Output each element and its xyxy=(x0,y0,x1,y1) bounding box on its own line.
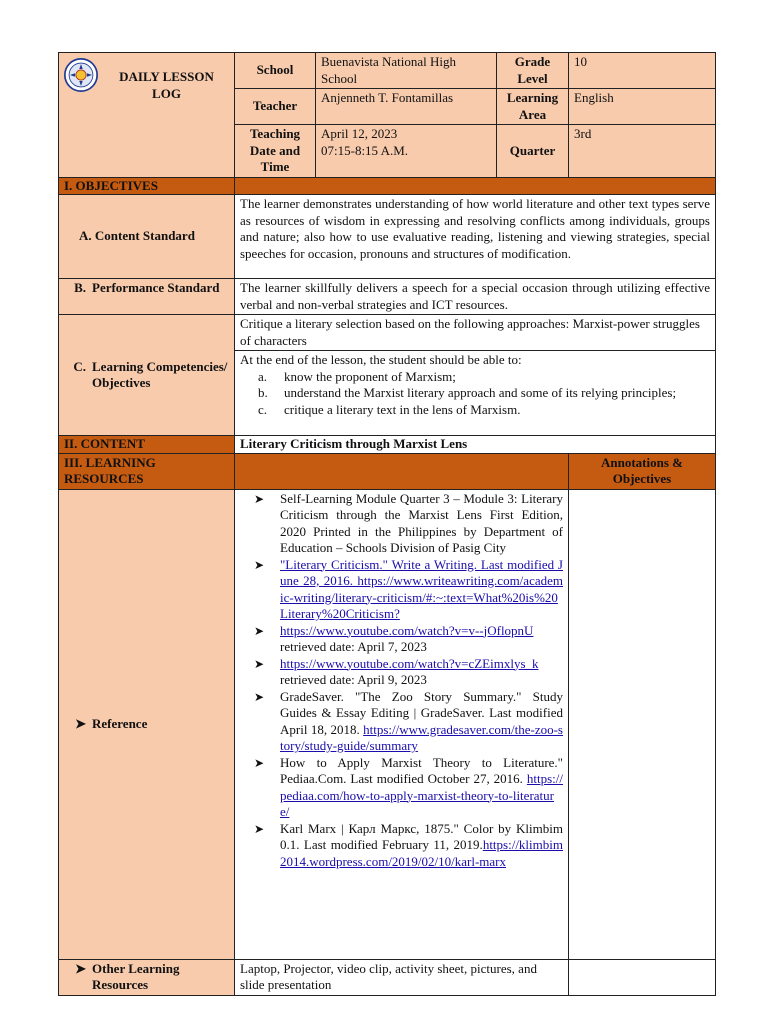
content-value: Literary Criticism through Marxist Lens xyxy=(235,436,716,454)
grade-level-value: 10 xyxy=(569,53,716,89)
competencies-objectives xyxy=(235,351,716,436)
arrowhead-bullet-icon: ➤ xyxy=(254,623,265,638)
quarter-label: Quarter xyxy=(497,125,569,178)
reference-link[interactable]: https://pediaa.com/how-to-apply-marxist-theory-to-literature/ xyxy=(280,771,563,819)
reference-label-cell xyxy=(59,489,235,959)
arrowhead-bullet-icon: ➤ xyxy=(254,656,265,671)
arrowhead-bullet-icon: ➤ xyxy=(75,960,86,976)
objectives-heading-fill xyxy=(235,177,716,195)
reference-link[interactable]: https://klimbim2014.wordpress.com/2019/02/10/karl-marx xyxy=(280,837,563,869)
other-annotations-cell xyxy=(569,959,716,995)
performance-standard-label: B. Performance Standard xyxy=(59,279,235,315)
daily-lesson-log-table xyxy=(58,52,716,996)
teacher-value: Anjenneth T. Fontamillas xyxy=(316,89,497,125)
reference-link[interactable]: https://www.youtube.com/watch?v=cZEimxlys_k xyxy=(280,655,539,671)
quarter-value: 3rd xyxy=(569,125,716,178)
reference-link[interactable]: https://www.gradesaver.com/the-zoo-story/study-guide/summary xyxy=(280,721,563,753)
reference-item: ➤ GradeSaver. "The Zoo Story Summary." Study Guides & Essay Editing | GradeSaver. Last modified April 18, 2018. https://www.gradesaver.com/the-zoo-story/study-guide/summary xyxy=(254,688,563,753)
school-label: School xyxy=(235,53,316,89)
reference-link[interactable]: https://www.youtube.com/watch?v=v--jOflopnU xyxy=(280,622,534,638)
annotations-cell xyxy=(569,489,716,959)
objective-item: a. know the proponent of Marxism; xyxy=(258,368,456,384)
arrowhead-bullet-icon: ➤ xyxy=(254,755,265,770)
arrowhead-bullet-icon: ➤ xyxy=(254,557,265,572)
competencies-text: Critique a literary selection based on the following approaches: Marxist-power struggles of characters xyxy=(235,315,716,351)
other-resources-value: Laptop, Projector, video clip, activity sheet, pictures, and slide presentation xyxy=(235,959,569,995)
resources-heading-fill xyxy=(235,453,569,489)
objectives-intro: At the end of the lesson, the student should be able to: xyxy=(240,352,522,367)
annotations-heading: Annotations & Objectives xyxy=(569,453,716,489)
dll-title: DAILY LESSON LOG xyxy=(119,69,214,101)
arrowhead-bullet-icon: ➤ xyxy=(75,715,86,731)
competencies-label: C. Learning Competencies/ Objectives xyxy=(59,315,235,436)
reference-link[interactable]: "Literary Criticism." Write a Writing. Last modified June 28, 2016. https://www.writeawriting.com/academic-writing/literary-criticism/#:~:text=What%20is%20Literary%20Criticism? xyxy=(280,556,563,621)
reference-item: ➤ https://www.youtube.com/watch?v=v--jOflopnU retrieved date: April 7, 2023 xyxy=(254,622,534,654)
objectives-heading: I. OBJECTIVES xyxy=(59,177,235,195)
reference-item xyxy=(240,557,563,623)
teaching-date-label: Teaching Date and Time xyxy=(235,125,316,178)
grade-level-label: Grade Level xyxy=(497,53,569,89)
reference-item: ➤ How to Apply Marxist Theory to Literature." Pediaa.Com. Last modified October 27, 2016. https://pediaa.com/how-to-apply-marxist-theory-to-literature/ xyxy=(254,754,563,819)
reference-item: ➤ Self-Learning Module Quarter 3 – Module 3: Literary Criticism through the Marxist Lens First Edition, 2020 Printed in the Philippines by Department of Education – Schools Division of Pasig City xyxy=(254,490,563,555)
performance-standard-text: The learner skillfully delivers a speech for a special occasion through utilizing effective verbal and non-verbal strategies and ICT resources. xyxy=(235,279,716,315)
reference-label: Reference xyxy=(92,715,148,731)
deped-seal-logo xyxy=(64,58,98,92)
content-heading: II. CONTENT xyxy=(59,436,235,454)
arrowhead-bullet-icon: ➤ xyxy=(254,821,265,836)
objective-item: b. understand the Marxist literary approach and some of its relying principles; xyxy=(258,385,677,400)
content-standard-text: The learner demonstrates understanding of how world literature and other text types serve as resources of wisdom in expressing and resolving conflicts among individuals, groups and nature; also how to use evaluative reading, listening and viewing strategies, special speeches for occasion, pronouns and structures of modification. xyxy=(235,195,716,279)
school-value: Buenavista National High School xyxy=(316,53,497,89)
content-standard-label: A. Content Standard xyxy=(59,195,235,279)
reference-item: ➤ https://www.youtube.com/watch?v=cZEimxlys_k retrieved date: April 9, 2023 xyxy=(254,655,539,687)
teaching-date-value: April 12, 2023 07:15-8:15 A.M. xyxy=(316,125,497,178)
objective-item: c. critique a literary text in the lens of Marxism. xyxy=(258,401,521,417)
resources-heading: III. LEARNING RESOURCES xyxy=(59,453,235,489)
reference-list-cell xyxy=(235,489,569,959)
arrowhead-bullet-icon: ➤ xyxy=(254,689,265,704)
learning-area-value: English xyxy=(569,89,716,125)
reference-item: ➤ Karl Marx | Карл Маркс, 1875." Color by Klimbim 0.1. Last modified February 11, 2019.https://klimbim2014.wordpress.com/2019/02/10/karl-marx xyxy=(254,820,563,869)
arrowhead-bullet-icon: ➤ xyxy=(254,491,265,506)
learning-area-label: Learning Area xyxy=(497,89,569,125)
dll-title-cell xyxy=(59,53,235,178)
other-resources-label: Other Learning Resources xyxy=(92,960,180,992)
teacher-label: Teacher xyxy=(235,89,316,125)
other-resources-label-cell xyxy=(59,959,235,995)
